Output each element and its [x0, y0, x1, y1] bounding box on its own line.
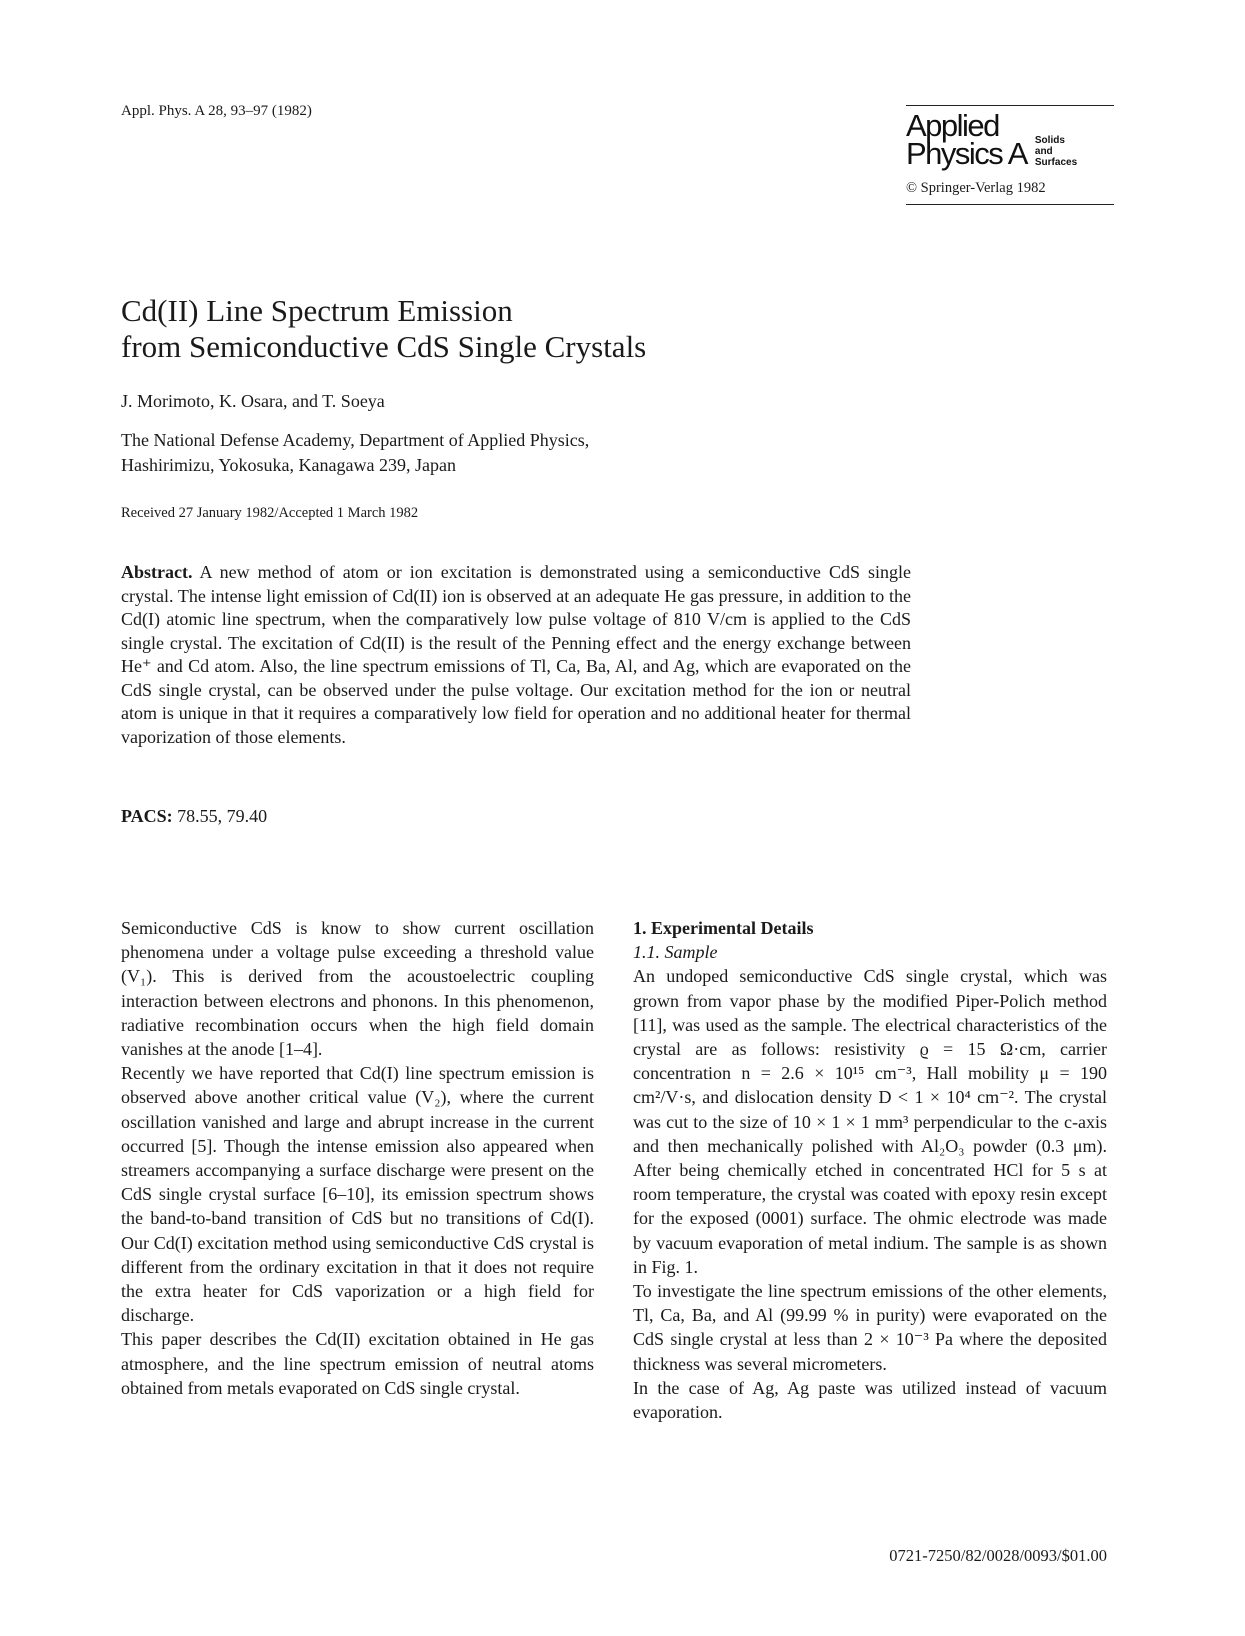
logo-side-1: Solids: [1034, 135, 1065, 146]
sample-paragraph-2: To investigate the line spectrum emissions of the other elements, Tl, Ca, Ba, and Al (99.99 % in purity) were evaporated on the CdS single crystal at less than 2 × 10⁻³ Pa where the deposited thickness was several micrometers.: [633, 1281, 1107, 1374]
logo-line2: Physics A: [906, 136, 1027, 171]
abstract-text: A new method of atom or ion excitation is demonstrated using a semiconductive CdS single crystal. The intense light emission of Cd(II) ion is observed at an adequate He gas pressure, in addition to the Cd(I) atomic line spectrum, when the comparatively low pulse voltage of 810 V/cm is applied to the CdS single crystal. The excitation of Cd(II) is the result of the Penning effect and the energy exchange between He⁺ and Cd atom. Also, the line spectrum emissions of Tl, Ca, Ba, Al, and Ag, which are evaporated on the CdS single crystal, can be observed under the pulse voltage. Our excitation method for the ion or neutral atom is unique in that it requires a comparatively low field for operation and no additional heater for thermal vaporization of those elements.: [121, 562, 912, 747]
logo-line1: Applied: [906, 108, 999, 143]
copyright-notice: © Springer-Verlag 1982: [906, 180, 1046, 196]
intro-paragraph-3: This paper describes the Cd(II) excitation obtained in He gas atmosphere, and the line spectrum emission of neutral atoms obtained from metals evaporated on CdS single crystal.: [121, 1329, 594, 1398]
pacs-label: PACS:: [121, 806, 173, 826]
subsection-title: 1.1. Sample: [633, 942, 718, 963]
affiliation-line-2: Hashirimizu, Yokosuka, Kanagawa 239, Japan: [121, 455, 456, 475]
title-line-2: from Semiconductive CdS Single Crystals: [121, 329, 647, 364]
received-date: Received 27 January 1982/Accepted 1 March 1982: [121, 505, 419, 521]
abstract-label: Abstract.: [121, 562, 193, 582]
authors: J. Morimoto, K. Osara, and T. Soeya: [121, 391, 385, 411]
affiliation: [121, 428, 589, 478]
logo-title: [906, 108, 1027, 171]
sample-paragraph-3: In the case of Ag, Ag paste was utilized instead of vacuum evaporation.: [633, 1377, 1107, 1423]
intro-paragraph-1: Semiconductive CdS is know to show current oscillation phenomena under a voltage pulse exceeding a threshold value (V₁). This is derived from the acoustoelectric coupling interaction between electrons and phonons. In this phenomenon, radiative recombination occurs when the high field domain vanishes at the anode [1–4].: [121, 918, 594, 1060]
affiliation-line-1: The National Defense Academy, Department of Applied Physics,: [121, 430, 590, 450]
intro-paragraph-2: Recently we have reported that Cd(I) line spectrum emission is observed above another critical value (V₂), where the current oscillation vanished and large and abrupt increase in the current occurred [5]. Though the intense emission also appeared when streamers accompanying a surface discharge were present on the CdS single crystal surface [6–10], its emission spectrum shows the band-to-band transition of CdS but no transitions of Cd(I). Our Cd(I) excitation method using semiconductive CdS crystal is different from the ordinary excitation in that it does not require the extra heater for CdS vaporization or a high field for discharge.: [121, 1063, 594, 1326]
pacs-value: 78.55, 79.40: [177, 806, 268, 826]
journal-logo: [906, 105, 1114, 205]
article-title: [121, 293, 646, 365]
logo-side-2: and: [1034, 146, 1053, 157]
journal-reference: Appl. Phys. A 28, 93–97 (1982): [121, 103, 312, 119]
sample-paragraph-1: An undoped semiconductive CdS single crystal, which was grown from vapor phase by the modified Piper-Polich method [11], was used as the sample. The electrical characteristics of the crystal are as follows: resistivity ϱ = 15 Ω·cm, carrier concentration n = 2.6 × 10¹⁵ cm⁻³, Hall mobility μ = 190 cm²/V·s, and dislocation density D < 1 × 10⁴ cm⁻². The crystal was cut to the size of 10 × 1 × 1 mm³ perpendicular to the c-axis and then mechanically polished with Al₂O₃ powder (0.3 μm). After being chemically etched in concentrated HCl for 5 s at room temperature, the crystal was coated with epoxy resin except for the exposed (0001) surface. The ohmic electrode was made by vacuum evaporation of metal indium. The sample is as shown in Fig. 1.: [633, 966, 1107, 1277]
logo-subtitle: [1035, 135, 1077, 168]
pacs-codes: [121, 806, 267, 827]
footer-code: 0721-7250/82/0028/0093/$01.00: [889, 1546, 1107, 1565]
logo-side-3: Surfaces: [1034, 157, 1078, 168]
section-title: 1. Experimental Details: [633, 918, 814, 938]
right-column: [633, 916, 1107, 1424]
left-column: [121, 916, 594, 1400]
title-line-1: Cd(II) Line Spectrum Emission: [121, 293, 513, 328]
abstract: [121, 561, 911, 749]
